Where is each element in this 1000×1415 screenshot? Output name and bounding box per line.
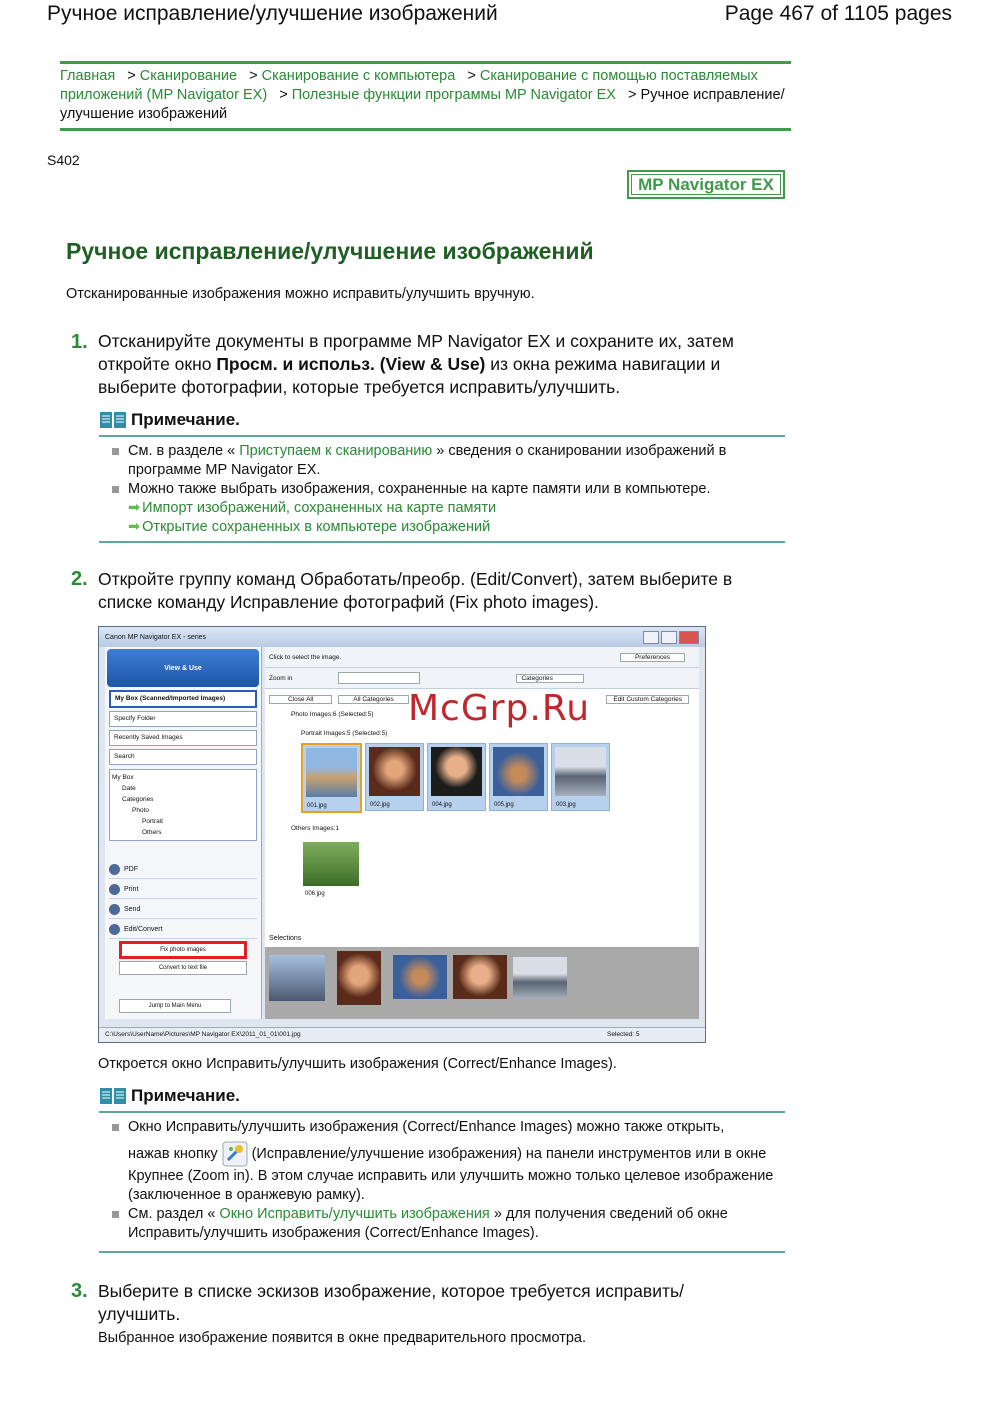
jump-to-main-menu-button[interactable]: Jump to Main Menu	[119, 999, 231, 1013]
action-label: Print	[124, 886, 139, 893]
breadcrumb-link-scan-apps[interactable]: Сканирование с помощью поставляемых приложений (MP Navigator EX)	[60, 68, 758, 103]
book-icon	[99, 1086, 127, 1106]
page-title: Ручное исправление/улучшение изображений	[66, 238, 594, 264]
breadcrumb-bottom-rule	[60, 128, 791, 131]
maximize-icon[interactable]	[661, 631, 677, 644]
breadcrumb-link-scan-from-pc[interactable]: Сканирование с компьютера	[261, 68, 456, 84]
note-2-bottom-rule	[99, 1251, 785, 1253]
fix-photo-images-button[interactable]: Fix photo images	[119, 941, 247, 959]
note-2-item-1-text-c: (Исправление/улучшение изображения) на панели инструментов или в окне Крупнее (Zoom in). В этом случае исправить или улучшить можно только целевое изображение (заключенное в оранжевую рамку).	[128, 1145, 774, 1203]
close-icon[interactable]	[679, 631, 699, 644]
send-icon	[109, 904, 120, 915]
thumbnail[interactable]	[365, 743, 424, 811]
tree-item[interactable]: Date	[122, 785, 136, 792]
selection-thumb[interactable]	[453, 955, 507, 999]
search-button[interactable]: Search	[109, 749, 257, 765]
note-2-list	[110, 1118, 780, 1243]
note-2-label: Примечание.	[131, 1086, 240, 1105]
selection-thumb[interactable]	[269, 955, 325, 1001]
action-pdf[interactable]	[109, 861, 257, 879]
selected-count: Selected: 5	[607, 1031, 640, 1038]
edit-icon	[109, 924, 120, 935]
page-counter: Page 467 of 1105 pages	[724, 2, 952, 25]
correct-enhance-icon[interactable]	[222, 1141, 248, 1167]
note-1-item-2	[110, 480, 780, 537]
recently-saved-button[interactable]: Recently Saved Images	[109, 730, 257, 746]
preferences-button[interactable]: Preferences	[620, 653, 685, 662]
note-2-item-2-text-b: » для получения сведений об окне Исправить/улучшить изображения (Correct/Enhance Images).	[128, 1206, 728, 1241]
status-bar	[99, 1027, 705, 1042]
breadcrumb-top-rule	[60, 61, 791, 64]
thumbnail[interactable]	[427, 743, 486, 811]
tree-item[interactable]: My Box	[112, 774, 134, 781]
breadcrumb-current: Ручное исправление/улучшение изображений	[60, 87, 785, 122]
note-1-list	[110, 442, 780, 537]
convert-to-text-button[interactable]: Convert to text file	[119, 961, 247, 975]
step-3-number: 3.	[71, 1280, 88, 1302]
note-1-top-rule	[99, 435, 785, 437]
link-import-text: Импорт изображений, сохраненных на карте памяти	[142, 500, 497, 516]
mode-header[interactable]: View & Use	[107, 649, 259, 687]
minimize-icon[interactable]	[643, 631, 659, 644]
note-2-item-2	[110, 1205, 780, 1243]
step-3-subtext: Выбранное изображение появится в окне предварительного просмотра.	[98, 1330, 587, 1346]
breadcrumb-link-scanning[interactable]: Сканирование	[139, 68, 238, 84]
thumbnail[interactable]	[301, 743, 362, 813]
link-getting-started-scanning[interactable]: Приступаем к сканированию	[239, 443, 433, 459]
step-1-text-b: из окна режима навигации и выберите фотографии, которые требуется исправить/улучшить.	[98, 354, 721, 397]
selections-tray	[265, 947, 699, 1019]
selections-label: Selections	[269, 935, 302, 942]
specify-folder-button[interactable]: Specify Folder	[109, 711, 257, 727]
thumbnail-filename: 004.jpg	[432, 802, 452, 808]
selection-thumb[interactable]	[393, 955, 447, 999]
step-1-bold: Просм. и использ. (View & Use)	[216, 354, 486, 374]
step-1-number: 1.	[71, 331, 88, 353]
thumbnail-filename: 001.jpg	[307, 803, 327, 809]
arrow-right-icon: ➡	[128, 519, 141, 535]
view-toolbar	[265, 668, 699, 689]
action-label: PDF	[124, 866, 138, 873]
mp-navigator-logo: MP Navigator EX	[627, 170, 785, 199]
note-1-bottom-rule	[99, 541, 785, 543]
tree-item[interactable]: Portrait	[142, 818, 163, 825]
arrow-right-icon: ➡	[128, 500, 141, 516]
thumbnail-filename: 005.jpg	[494, 802, 514, 808]
thumbnail[interactable]	[489, 743, 548, 811]
photo-image	[493, 747, 544, 796]
my-box-button[interactable]: My Box (Scanned/Imported Images)	[109, 690, 257, 708]
link-correct-enhance-window[interactable]: Окно Исправить/улучшить изображения	[219, 1206, 490, 1222]
note-2-item-1	[110, 1118, 780, 1205]
file-path: C:\Users\UserName\Pictures\MP Navigator EX\2011_01_01\001.jpg	[105, 1031, 301, 1038]
intro-text: Отсканированные изображения можно исправить/улучшить вручную.	[66, 286, 535, 302]
note-2-item-1-text-b: нажав кнопку	[128, 1145, 218, 1162]
header-title: Ручное исправление/улучшение изображений	[47, 2, 498, 25]
breadcrumb: Главная > Сканирование > Сканирование с компьютера > Сканирование с помощью поставляемых приложений (MP Navigator EX) > Полезные функции программы MP Navigator EX > Ручное исправление/улучшение изображений	[60, 68, 785, 122]
step-1-text	[98, 330, 778, 399]
step-2-text: Откройте группу команд Обработать/преобр. (Edit/Convert), затем выберите в списке команду Исправление фотографий (Fix photo images).	[98, 569, 733, 612]
step-2-number: 2.	[71, 568, 88, 590]
action-label: Send	[124, 906, 141, 913]
selection-thumb[interactable]	[513, 957, 567, 999]
note-1-item-1-text-a: См. в разделе «	[128, 443, 240, 459]
note-1-item-1	[110, 442, 780, 480]
all-categories-button[interactable]: All Categories	[338, 695, 408, 704]
window-titlebar: Canon MP Navigator EX - series	[99, 627, 705, 647]
step-3-text: Выберите в списке эскизов изображение, которое требуется исправить/улучшить.	[98, 1281, 684, 1324]
tree-item[interactable]: Categories	[122, 796, 154, 803]
edit-custom-categories-button[interactable]: Edit Custom Categories	[606, 695, 689, 704]
search-input[interactable]	[338, 672, 420, 684]
zoom-in-button[interactable]: Zoom in	[269, 674, 293, 682]
tree-item[interactable]: Others	[142, 829, 162, 836]
thumbnail-row	[301, 743, 610, 813]
group-portrait: Portrait Images:5 (Selected:5)	[301, 730, 388, 737]
after-screenshot-text: Откроется окно Исправить/улучшить изображения (Correct/Enhance Images).	[98, 1056, 617, 1072]
note-1-item-1-text-b: » сведения о сканировании изображений в программе MP Navigator EX.	[128, 443, 727, 478]
mp-navigator-screenshot	[98, 626, 706, 1043]
photo-image	[306, 748, 357, 797]
left-pane	[105, 647, 262, 1019]
link-open-text: Открытие сохраненных в компьютере изображений	[142, 519, 491, 535]
note-1-label: Примечание.	[131, 410, 240, 429]
action-label: Edit/Convert	[124, 926, 163, 933]
thumbnail-filename: 002.jpg	[370, 802, 390, 808]
photo-image	[555, 747, 606, 796]
print-icon	[109, 884, 120, 895]
thumbnail[interactable]	[551, 743, 610, 811]
hint-bar	[265, 647, 699, 668]
thumbnail-filename: 003.jpg	[556, 802, 576, 808]
note-1-heading	[99, 410, 240, 430]
close-all-button[interactable]: Close All	[269, 695, 332, 704]
breadcrumb-link-useful-functions[interactable]: Полезные функции программы MP Navigator EX	[291, 87, 616, 103]
window-controls	[643, 631, 699, 644]
note-2-heading	[99, 1086, 240, 1106]
group-photo: Photo Images:6 (Selected:5)	[291, 711, 374, 718]
photo-image	[369, 747, 420, 796]
folder-tree	[109, 769, 257, 841]
note-1-item-2-text: Можно также выбрать изображения, сохраненные на карте памяти или в компьютере.	[128, 481, 711, 497]
tree-item[interactable]: Photo	[132, 807, 149, 814]
note-2-item-1-text-a: Окно Исправить/улучшить изображения (Correct/Enhance Images) можно также открыть,	[128, 1119, 725, 1135]
link-open-saved-images[interactable]	[128, 518, 780, 537]
photo-image	[431, 747, 482, 796]
breadcrumb-link-home[interactable]: Главная	[60, 68, 116, 84]
click-hint: Click to select the image.	[269, 653, 342, 661]
categories-select[interactable]: Categories	[516, 674, 583, 683]
note-2-top-rule	[99, 1111, 785, 1113]
step-1-text-a: Отсканируйте документы в программе MP Navigator EX и сохраните их, затем откройте окно	[98, 331, 734, 374]
action-edit-convert[interactable]	[109, 921, 257, 939]
book-icon	[99, 410, 127, 430]
note-2-item-2-text-a: См. раздел «	[128, 1206, 220, 1222]
action-print[interactable]	[109, 881, 257, 899]
spacer	[105, 845, 261, 859]
others-filename: 006.jpg	[305, 891, 325, 897]
watermark: McGrp.Ru	[408, 688, 591, 729]
selection-thumb[interactable]	[337, 951, 381, 1005]
doc-code: S402	[47, 152, 80, 168]
pdf-icon	[109, 864, 120, 875]
link-import-from-memory-card[interactable]	[128, 499, 780, 518]
others-thumbnail[interactable]	[303, 842, 359, 886]
group-others: Others Images:1	[291, 825, 340, 832]
action-send[interactable]	[109, 901, 257, 919]
